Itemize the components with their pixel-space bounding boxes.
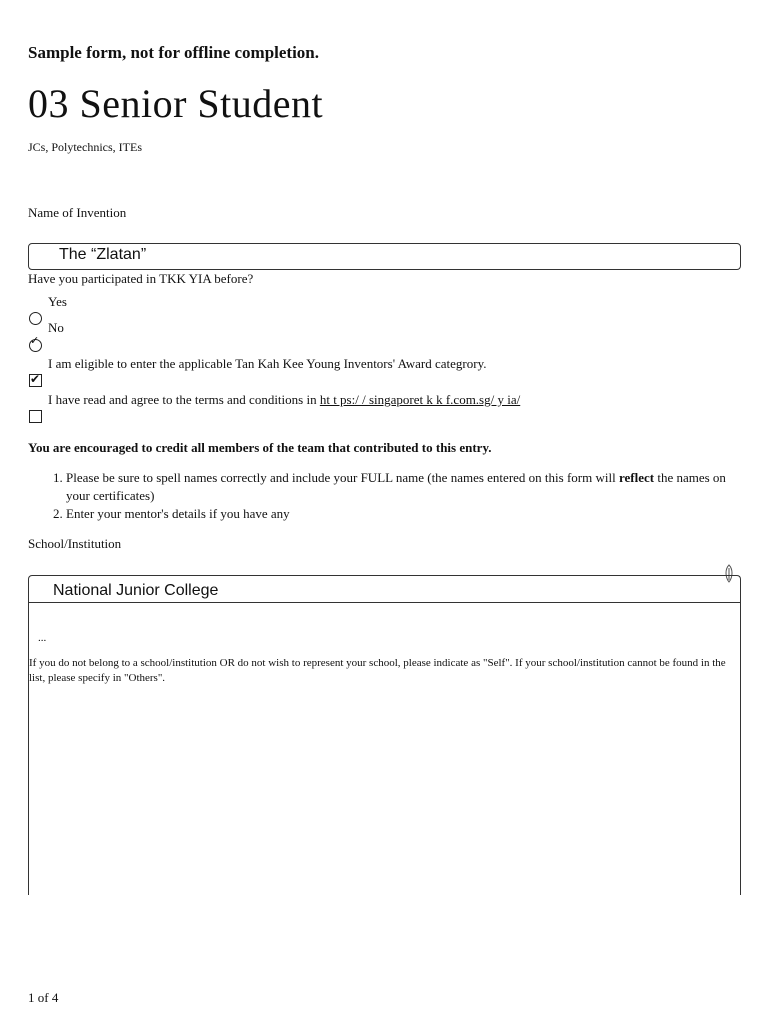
school-hint: If you do not belong to a school/institution OR do not wish to represent your school, please indicate as "Self". If your school/institution cannot be found in the list, please specify in "Others". <box>29 657 726 684</box>
page-number: 1 of 4 <box>28 990 59 1005</box>
page-subtitle: JCs, Polytechnics, ITEs <box>28 140 142 154</box>
participation-question: Have you participated in TKK YIA before? <box>28 271 254 286</box>
team-instructions <box>28 469 728 523</box>
school-value: National Junior College <box>53 582 219 599</box>
team-heading: You are encouraged to credit all members of the team that contributed to this entry. <box>28 440 492 455</box>
option-yes-label: Yes <box>48 294 67 309</box>
invention-input[interactable] <box>28 243 741 270</box>
eligibility-checkbox[interactable] <box>29 374 42 387</box>
school-panel <box>28 575 741 895</box>
eligibility-label: I am eligible to enter the applicable Tan Kah Kee Young Inventors' Award categrory. <box>48 356 487 371</box>
school-select[interactable] <box>29 576 740 603</box>
school-label: School/Institution <box>28 536 122 551</box>
selected-mark-icon: ✓ <box>30 335 40 347</box>
invention-value: The “Zlatan” <box>59 246 147 263</box>
terms-checkbox[interactable] <box>29 410 42 423</box>
option-yes-radio[interactable] <box>29 312 42 325</box>
instruction-item: 2. Enter your mentor's details if you have any <box>66 505 728 523</box>
page-title: 03 Senior Student <box>28 81 324 126</box>
school-ellipsis: ... <box>38 632 47 644</box>
instruction-item: 1. Please be sure to spell names correctly and include your FULL name (the names entered on this form will reflect the names on your certificates) <box>66 469 728 505</box>
form-notice: Sample form, not for offline completion. <box>28 43 320 62</box>
invention-label: Name of Invention <box>28 205 127 220</box>
terms-row <box>48 392 520 408</box>
option-no-radio[interactable] <box>29 335 42 352</box>
option-no-label: No <box>48 320 64 335</box>
terms-link[interactable]: ht t ps:/ / singaporet k k f.com.sg/ y ia/ <box>319 392 521 407</box>
checkmark-icon: ✔ <box>30 372 41 386</box>
terms-label: I have read and agree to the terms and conditions in <box>48 392 317 407</box>
